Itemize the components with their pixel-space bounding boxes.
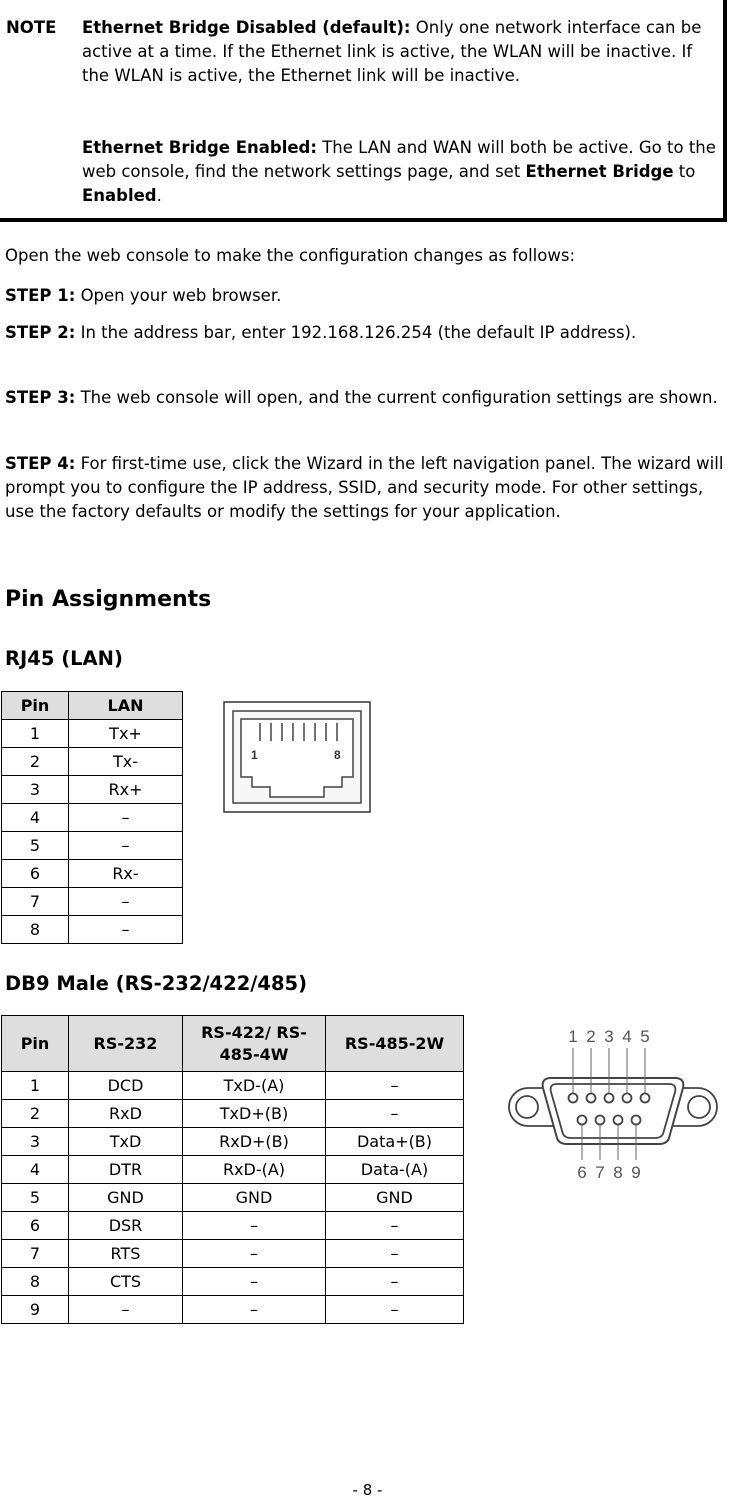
cell-rs232: RxD xyxy=(69,1100,183,1128)
db9-pin-label-7: 7 xyxy=(595,1163,605,1182)
db9-connector-diagram xyxy=(505,1022,721,1192)
cell-pin: 1 xyxy=(2,1072,69,1100)
cell-pin: 8 xyxy=(2,916,69,944)
cell-rs485-2w: Data-(A) xyxy=(326,1156,464,1184)
cell-lan: – xyxy=(69,832,183,860)
rj45-pin8-label: 8 xyxy=(334,748,341,762)
cell-pin: 9 xyxy=(2,1296,69,1324)
rj45-heading: RJ45 (LAN) xyxy=(5,647,123,670)
cell-rs422: – xyxy=(183,1212,326,1240)
step-1 xyxy=(5,284,730,308)
cell-pin: 4 xyxy=(2,804,69,832)
cell-pin: 8 xyxy=(2,1268,69,1296)
cell-pin: 7 xyxy=(2,1240,69,1268)
table-row xyxy=(2,776,183,804)
table-header-row xyxy=(2,692,183,720)
table-row xyxy=(2,1184,464,1212)
note-period: . xyxy=(156,186,162,205)
step-3-label: STEP 3: xyxy=(5,388,76,407)
cell-rs485-2w: – xyxy=(326,1072,464,1100)
rj45-connector-diagram xyxy=(223,701,371,813)
cell-rs485-2w: – xyxy=(326,1296,464,1324)
table-row xyxy=(2,720,183,748)
step-4-label: STEP 4: xyxy=(5,454,76,473)
table-row xyxy=(2,1240,464,1268)
cell-pin: 2 xyxy=(2,1100,69,1128)
cell-rs232: DTR xyxy=(69,1156,183,1184)
db9-pin-label-9: 9 xyxy=(631,1163,641,1182)
table-row xyxy=(2,804,183,832)
step-2-text: In the address bar, enter 192.168.126.254 (the default IP address). xyxy=(75,323,637,342)
cell-rs232: – xyxy=(69,1296,183,1324)
column-header-rs485-2w: RS-485-2W xyxy=(326,1016,464,1072)
column-header-rs422-rs485-4w: RS-422/ RS-485-4W xyxy=(183,1016,326,1072)
table-row xyxy=(2,1212,464,1240)
cell-lan: Rx- xyxy=(69,860,183,888)
db9-pin-label-4: 4 xyxy=(622,1027,632,1046)
cell-rs422: GND xyxy=(183,1184,326,1212)
cell-rs232: GND xyxy=(69,1184,183,1212)
cell-rs485-2w: – xyxy=(326,1268,464,1296)
cell-pin: 7 xyxy=(2,888,69,916)
note-box xyxy=(0,0,727,222)
cell-rs485-2w: – xyxy=(326,1212,464,1240)
step-2 xyxy=(5,321,730,345)
note-enabled-title: Ethernet Bridge Enabled: xyxy=(82,138,317,157)
cell-lan: – xyxy=(69,804,183,832)
page-number: - 8 - xyxy=(352,1481,383,1499)
cell-rs422: – xyxy=(183,1296,326,1324)
column-header-lan: LAN xyxy=(69,692,183,720)
cell-rs232: TxD xyxy=(69,1128,183,1156)
db9-pin-label-6: 6 xyxy=(577,1163,587,1182)
cell-rs485-2w: – xyxy=(326,1240,464,1268)
cell-rs232: DSR xyxy=(69,1212,183,1240)
step-1-label: STEP 1: xyxy=(5,286,76,305)
note-disabled-title: Ethernet Bridge Disabled (default): xyxy=(82,18,411,37)
cell-rs422: RxD-(A) xyxy=(183,1156,326,1184)
cell-pin: 5 xyxy=(2,1184,69,1212)
step-4 xyxy=(5,452,730,524)
cell-rs485-2w: Data+(B) xyxy=(326,1128,464,1156)
cell-lan: Tx- xyxy=(69,748,183,776)
db9-pin-label-1: 1 xyxy=(568,1027,578,1046)
cell-pin: 4 xyxy=(2,1156,69,1184)
table-row xyxy=(2,888,183,916)
db9-pin-label-3: 3 xyxy=(604,1027,614,1046)
cell-lan: Rx+ xyxy=(69,776,183,804)
cell-rs485-2w: GND xyxy=(326,1184,464,1212)
step-3 xyxy=(5,386,730,410)
db9-pin-label-2: 2 xyxy=(586,1027,596,1046)
db9-pin-label-5: 5 xyxy=(640,1027,650,1046)
table-row xyxy=(2,832,183,860)
step-3-text: The web console will open, and the current configuration settings are shown. xyxy=(75,388,718,407)
intro-text: Open the web console to make the configuration changes as follows: xyxy=(5,246,576,265)
cell-pin: 6 xyxy=(2,1212,69,1240)
step-1-text: Open your web browser. xyxy=(75,286,282,305)
cell-rs232: CTS xyxy=(69,1268,183,1296)
note-ethernet-bridge: Ethernet Bridge xyxy=(525,162,674,181)
cell-rs422: RxD+(B) xyxy=(183,1128,326,1156)
cell-pin: 2 xyxy=(2,748,69,776)
cell-pin: 5 xyxy=(2,832,69,860)
note-label: NOTE xyxy=(6,18,57,37)
cell-rs232: DCD xyxy=(69,1072,183,1100)
step-4-text: For first-time use, click the Wizard in the left navigation panel. The wizard will prompt you to configure the IP address, SSID, and security mode. For other settings, use the factory defaults or modify the settings for your application. xyxy=(5,454,724,521)
table-row xyxy=(2,1296,464,1324)
note-enabled-value: Enabled xyxy=(82,186,157,205)
table-row xyxy=(2,1268,464,1296)
column-header-pin: Pin xyxy=(2,1016,69,1072)
pin-assignments-heading: Pin Assignments xyxy=(5,587,212,612)
column-header-pin: Pin xyxy=(2,692,69,720)
table-row xyxy=(2,916,183,944)
cell-rs422: – xyxy=(183,1240,326,1268)
cell-lan: – xyxy=(69,916,183,944)
cell-lan: Tx+ xyxy=(69,720,183,748)
cell-rs422: – xyxy=(183,1268,326,1296)
rj45-pin1-label: 1 xyxy=(251,748,258,762)
table-row xyxy=(2,1072,464,1100)
db9-heading: DB9 Male (RS-232/422/485) xyxy=(5,972,308,995)
cell-rs422: TxD+(B) xyxy=(183,1100,326,1128)
cell-rs232: RTS xyxy=(69,1240,183,1268)
table-row xyxy=(2,748,183,776)
table-row xyxy=(2,1156,464,1184)
rj45-pin-table xyxy=(1,691,183,944)
cell-pin: 3 xyxy=(2,776,69,804)
note-disabled-text: Only one network interface can be active at a time. If the Ethernet link is active, the WLAN will be inactive. If the WLAN is active, the Ethernet link will be inactive. xyxy=(82,18,702,85)
table-row xyxy=(2,1128,464,1156)
cell-rs422: TxD-(A) xyxy=(183,1072,326,1100)
note-paragraph-enabled xyxy=(82,136,722,208)
db9-pin-label-8: 8 xyxy=(613,1163,623,1182)
db9-pin-table xyxy=(1,1015,464,1324)
note-paragraph-disabled xyxy=(82,16,722,88)
cell-pin: 3 xyxy=(2,1128,69,1156)
cell-rs485-2w: – xyxy=(326,1100,464,1128)
cell-lan: – xyxy=(69,888,183,916)
cell-pin: 6 xyxy=(2,860,69,888)
table-row xyxy=(2,1100,464,1128)
cell-pin: 1 xyxy=(2,720,69,748)
note-to-text: to xyxy=(673,162,696,181)
step-2-label: STEP 2: xyxy=(5,323,76,342)
table-row xyxy=(2,860,183,888)
column-header-rs232: RS-232 xyxy=(69,1016,183,1072)
table-header-row xyxy=(2,1016,464,1072)
note-enabled-text: The LAN and WAN will both be active. Go to the web console, find the network settings page, and set xyxy=(82,138,716,181)
